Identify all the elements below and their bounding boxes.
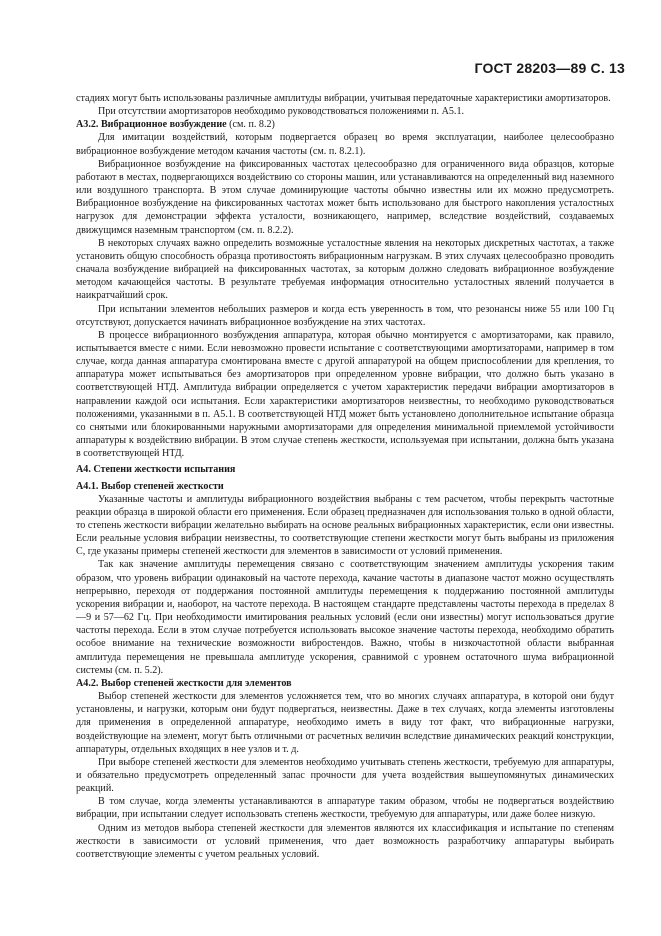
section-heading-text: А4.1. Выбор степеней жесткости	[76, 480, 224, 492]
body-paragraph: В некоторых случаях важно определить возможные усталостные явления на некоторых дискретных частотах, а также установить общую способность образца противостоять вибрационным нагрузкам. В этих случаях целесообразно проводить сначала возбуждение вибрацией на фиксированных частотах, за которым должно следовать вибрационное возбуждение методом качающейся частоты. В результате требуемая информация относительно усталостных явлений получается в наикратчайший срок.	[76, 237, 614, 302]
document-body	[76, 92, 614, 861]
body-paragraph: При выборе степеней жесткости для элементов необходимо учитывать степень жесткости, требуемую для аппаратуры, и обязательно предусмотреть определенный запас прочности для учета воздействия вышеупомянутых динамических реакций.	[76, 756, 614, 795]
page-header: ГОСТ 28203—89 С. 13	[474, 60, 625, 76]
section-heading	[76, 480, 614, 493]
body-paragraph: стадиях могут быть использованы различные амплитуды вибрации, учитывая передаточные характеристики амортизаторов.	[76, 93, 611, 104]
section-heading-reference: (см. п. 8.2)	[226, 119, 275, 131]
section-heading-text: А4.2. Выбор степеней жесткости для элементов	[76, 677, 292, 689]
body-paragraph: При испытании элементов небольших размеров и когда есть уверенность в том, что резонансы ниже 55 или 100 Гц отсутствуют, допускается начинать вибрационное возбуждение на этих частотах.	[76, 303, 614, 328]
body-paragraph: Вибрационное возбуждение на фиксированных частотах целесообразно для ограниченного вида образцов, которые работают в местах, подвергающихся воздействию со стороны машин, или устанавливаются на определенный вид наземного или воздушного транспорта. В этом случае доминирующие частоты обычно известны или их можно предусмотреть. Вибрационное возбуждение на фиксированных частотах может быть использовано для быстрого накопления усталостных нагрузок для демонстрации эффекта усталости, возникающего, например, вследствие воздействий, создаваемых движущимся наземным транспортом (см. п. 8.2.2).	[76, 158, 614, 236]
section-heading	[76, 118, 614, 131]
body-paragraph: В процессе вибрационного возбуждения аппаратура, которая обычно монтируется с амортизаторами, как правило, испытывается вместе с ними. Если невозможно провести испытание с соответствующими амортизаторами, например в том случае, когда данная аппаратура смонтирована вместе с другой аппаратурой на общем приспособлении для крепления, то аппаратура может испытываться без амортизаторов при определенном уровне вибрации, что должно быть указано в соответствующей НТД. Амплитуда вибрации определяется с учетом характеристик передачи вибрации амортизаторов в направлении каждой оси испытания. Если характеристики амортизаторов неизвестны, то необходимо руководствоваться положениями, указанными в п. А5.1. В соответствующей НТД может быть установлено дополнительное испытание образца со снятыми или блокированными наружными амортизаторами для определения минимальной приемлемой устойчивости аппаратуры к воздействию вибрации. В этом случае степень жесткости, используемая при испытании, должна быть указана в соответствующей НТД.	[76, 329, 614, 460]
body-paragraph: Так как значение амплитуды перемещения связано с соответствующим значением амплитуды ускорения таким образом, что уровень вибрации одинаковый на частоте перехода, качание частоты в диапазоне частот можно осуществлять непрерывно, переходя от поддержания постоянной амплитуды перемещения к поддержанию постоянной амплитуды ускорения вибрации и, наоборот, на частоте перехода. В настоящем стандарте представлены частоты перехода в пределах 8—9 и 57—62 Гц. При необходимости имитирования реальных условий (если они известны) могут использоваться другие частоты перехода. Если в этом случае потребуется использовать высокое значение частоты перехода, необходимо обратить особое внимание на технические возможности вибростендов. Важно, чтобы в низкочастотной области выбранная амплитуда перемещения не превышала амплитуде ускорения, сравнимой с уровнем остаточного шума вибрационной системы (см. п. 5.2).	[76, 559, 614, 676]
body-paragraph: Для имитации воздействий, которым подвергается образец во время эксплуатации, наиболее целесообразно вибрационное возбуждение методом качания частоты (см. п. 8.2.1).	[76, 132, 614, 157]
section-heading	[76, 463, 614, 476]
body-paragraph: При отсутствии амортизаторов необходимо руководствоваться положениями п. А5.1.	[98, 106, 465, 118]
body-paragraph: Выбор степеней жесткости для элементов усложняется тем, что во многих случаях аппаратура, в которой они будут установлены, и нагрузки, которым они будут подвергаться, неизвестны. Даже в тех случаях, когда элементы изготовлены для применения в определенной аппаратуре, необходимо иметь в виду тот факт, что вибрационные нагрузки, воздействующие на элемент, могут быть отличными от расчетных величин вследствие динамических реакций конструкции, аппаратуры, отдельных входящих в нее узлов и т. д.	[76, 691, 614, 755]
body-paragraph: В том случае, когда элементы устанавливаются в аппаратуре таким образом, чтобы не подвергаться воздействию вибрации, при испытании следует использовать степень жесткости, требуемую для аппаратуры, или даже более низкую.	[76, 796, 614, 821]
body-paragraph: Указанные частоты и амплитуды вибрационного воздействия выбраны с тем расчетом, чтобы перекрыть частотные реакции образца в широкой области его применения. Если образец предназначен для использования только в одной области, то степень жесткости вибрации желательно выбирать на основе реальных вибрационных характеристик, если они известны. Если реальные условия вибрации неизвестны, то соответствующие степени жесткости могут быть выбраны из приложения С, где указаны примеры степеней жесткости для элементов в зависимости от условий применения.	[76, 493, 614, 558]
body-paragraph: Одним из методов выбора степеней жесткости для элементов являются их классификация и испытание по степеням жесткости в зависимости от условий применения, что дает возможность разработчику аппаратуры выбирать соответствующие элементы с учетом реальных условий.	[76, 822, 614, 860]
section-heading-text: А4. Степени жесткости испытания	[76, 464, 236, 476]
section-heading	[76, 677, 614, 690]
section-heading-text: А3.2. Вибрационное возбуждение	[76, 119, 227, 131]
